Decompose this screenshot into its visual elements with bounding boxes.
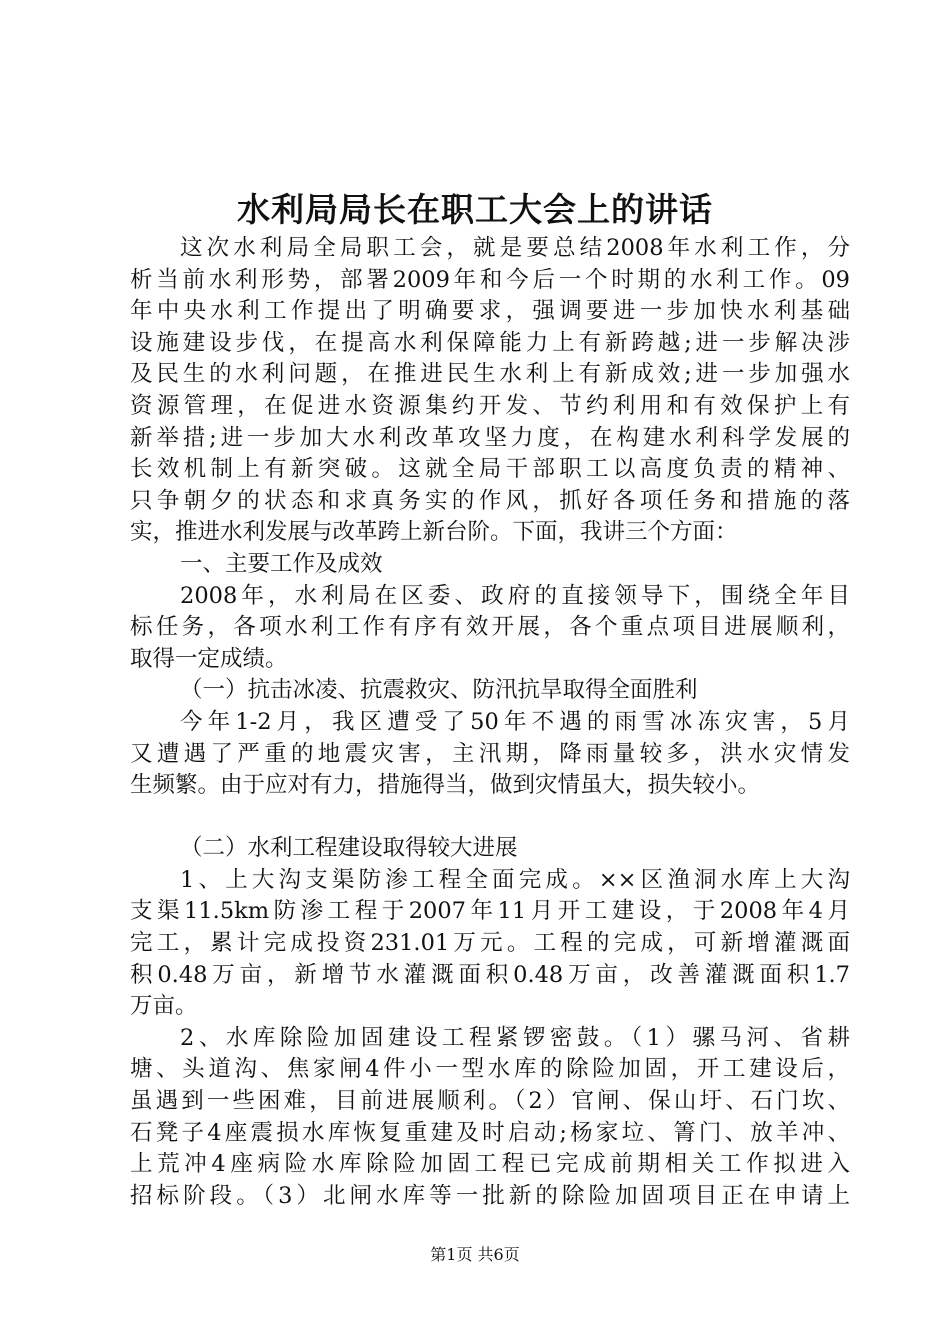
text-line: 积0.48万亩，新增节水灌溉面积0.48万亩，改善灌溉面积1.7 [130, 961, 850, 988]
text-line: 1、上大沟支渠防渗工程全面完成。××区渔洞水库上大沟 [180, 866, 850, 893]
text-line: 实，推进水利发展与改革跨上新台阶。下面，我讲三个方面： [130, 519, 738, 546]
document-title: 水利局局长在职工大会上的讲话 [237, 190, 713, 229]
text-line: 招标阶段。（3）北闸水库等一批新的除险加固项目正在申请上 [130, 1182, 850, 1209]
blank-line [130, 802, 850, 834]
text-line: 新举措;进一步加大水利改革攻坚力度，在构建水利科学发展的 [130, 424, 850, 451]
text-line: 标任务，各项水利工作有序有效开展，各个重点项目进展顺利， [130, 614, 850, 641]
text-line: 塘、头道沟、焦家闸4件小一型水库的除险加固，开工建设后， [130, 1056, 850, 1083]
text-line: 2008年，水利局在区委、政府的直接领导下，围绕全年目 [180, 582, 850, 609]
section-heading: 一、主要工作及成效 [180, 550, 383, 577]
text-line: 支渠11.5km防渗工程于2007年11月开工建设，于2008年4月 [130, 898, 850, 925]
page-number-footer: 第1页 共6页 [430, 1245, 520, 1264]
subsection-heading: （二）水利工程建设取得较大进展 [180, 835, 518, 862]
text-line: 上荒冲4座病险水库除险加固工程已完成前期相关工作拟进入 [130, 1151, 850, 1178]
text-line: 2、水库除险加固建设工程紧锣密鼓。（1）骡马河、省耕 [180, 1024, 850, 1051]
text-line: 只争朝夕的状态和求真务实的作风，抓好各项任务和措施的落 [130, 487, 850, 514]
subsection-heading: （一）抗击冰凌、抗震救灾、防汛抗旱取得全面胜利 [180, 677, 698, 704]
text-line: 设施建设步伐，在提高水利保障能力上有新跨越;进一步解决涉 [130, 329, 850, 356]
text-line: 生频繁。由于应对有力，措施得当，做到灾情虽大，损失较小。 [130, 772, 761, 799]
document-body [130, 233, 850, 1212]
text-line: 虽遇到一些困难，目前进展顺利。（2）官闸、保山圩、石门坎、 [130, 1088, 850, 1115]
text-line: 资源管理，在促进水资源集约开发、节约利用和有效保护上有 [130, 392, 850, 419]
text-line: 又遭遇了严重的地震灾害，主汛期，降雨量较多，洪水灾情发 [130, 740, 850, 767]
text-line: 今年1-2月，我区遭受了50年不遇的雨雪冰冻灾害，5月 [180, 708, 850, 735]
text-line: 析当前水利形势，部署2009年和今后一个时期的水利工作。09 [130, 266, 850, 293]
text-line: 万亩。 [130, 993, 198, 1020]
text-line: 取得一定成绩。 [130, 645, 288, 672]
text-line: 长效机制上有新突破。这就全局干部职工以高度负责的精神、 [130, 456, 850, 483]
text-line: 这次水利局全局职工会，就是要总结2008年水利工作，分 [180, 235, 850, 261]
text-line: 完工，累计完成投资231.01万元。工程的完成，可新增灌溉面 [130, 930, 850, 957]
text-line: 年中央水利工作提出了明确要求，强调要进一步加快水利基础 [130, 298, 850, 325]
text-line: 石凳子4座震损水库恢复重建及时启动;杨家垃、箐门、放羊冲、 [130, 1119, 850, 1146]
text-line: 及民生的水利问题，在推进民生水利上有新成效;进一步加强水 [130, 361, 850, 388]
